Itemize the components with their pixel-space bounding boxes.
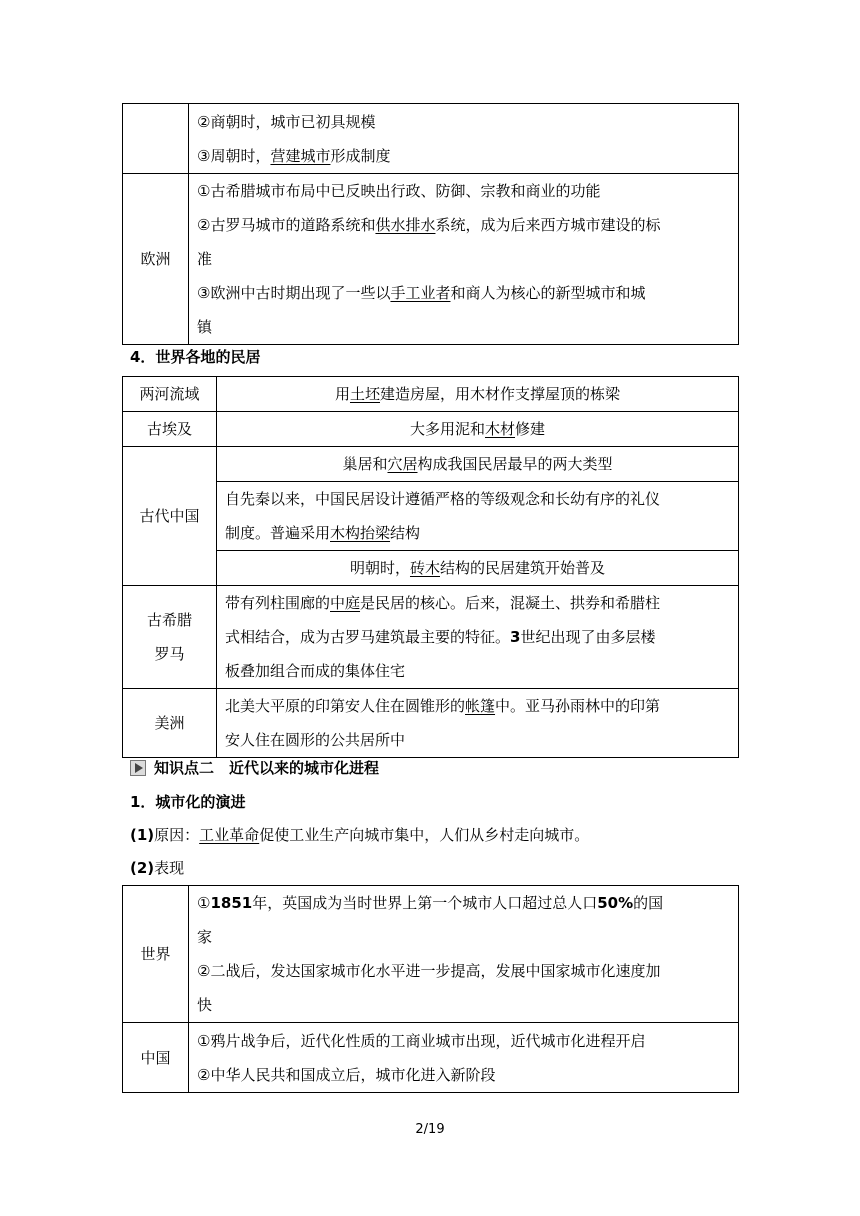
text-line: 快: [197, 996, 213, 1014]
text-line: 带有列柱围廊的中庭是民居的核心。后来，混凝土、拱券和希腊柱: [225, 594, 661, 612]
table-row: [123, 412, 739, 447]
text-line: 大多用泥和木材修建: [409, 420, 546, 438]
cell-text: [217, 586, 739, 689]
text-line: 原因：工业革命促使工业生产向城市集中，人们从乡村走向城市。: [154, 826, 590, 844]
row-label: 两河流域: [123, 377, 217, 412]
cell-text: [189, 174, 739, 345]
text-line: 北美大平原的印第安人住在圆锥形的帐篷中。亚马孙雨林中的印第: [225, 697, 661, 715]
underlined-term: 土坯: [349, 385, 380, 403]
text-line: ②古罗马城市的道路系统和供水排水系统，成为后来西方城市建设的标: [197, 216, 661, 234]
row-label: 古埃及: [123, 412, 217, 447]
table-row: [123, 1023, 739, 1093]
underlined-term: 砖木: [409, 559, 440, 577]
paragraph-number: (2): [130, 859, 155, 877]
cell-text: [217, 377, 739, 412]
paragraph-text: [154, 826, 589, 844]
row-label: 古代中国: [123, 447, 217, 586]
underlined-term: 供水排水: [375, 216, 436, 234]
text-line: 安人住在圆形的公共居所中: [225, 731, 406, 749]
text-line: ②商朝时，城市已初具规模: [197, 112, 376, 131]
row-label: 世界: [123, 886, 189, 1023]
paragraph-performance: [130, 851, 184, 885]
page-number: 2/19: [415, 1122, 445, 1137]
paragraph-text: 表现: [154, 859, 185, 877]
cell-text: [217, 689, 739, 758]
text-line: ①1851年，英国成为当时世界上第一个城市人口超过总人口50%的国: [197, 894, 664, 912]
underlined-term: 木构抬梁: [330, 524, 391, 542]
cell-text: [189, 1023, 739, 1093]
bold-number: 3: [510, 628, 521, 646]
text-line: 巢居和穴居构成我国民居最早的两大类型: [342, 455, 613, 473]
row-label: [123, 104, 189, 174]
table-row: [123, 886, 739, 1023]
cell-text: [217, 447, 739, 482]
row-label: [123, 586, 217, 689]
cell-text: [217, 482, 739, 551]
table-row: [123, 689, 739, 758]
text-line: 自先秦以来，中国民居设计遵循严格的等级观念和长幼有序的礼仪: [225, 490, 661, 508]
paragraph-number: (1): [130, 826, 155, 844]
underlined-term: 帐篷: [465, 697, 496, 715]
row-label: 欧洲: [123, 174, 189, 345]
ancient-cities-table: [122, 103, 739, 345]
row-label: 中国: [123, 1023, 189, 1093]
dwellings-table: [122, 376, 739, 758]
cell-text: [189, 886, 739, 1023]
text-line: ①鸦片战争后，近代化性质的工商业城市出现，近代城市化进程开启: [197, 1031, 646, 1050]
cell-text: [217, 551, 739, 586]
cell-text: [217, 412, 739, 447]
paragraph-cause: [130, 818, 589, 852]
bold-number: 1851: [210, 894, 253, 912]
underlined-term: 营建城市: [270, 146, 331, 165]
table-row: [123, 174, 739, 345]
text-line: ②二战后，发达国家城市化水平进一步提高，发展中国家城市化速度加: [197, 962, 661, 980]
underlined-term: 木材: [484, 420, 515, 438]
underlined-term: 工业革命: [199, 826, 260, 844]
knowledge-point-heading: [130, 751, 379, 785]
section-heading-urbanization: 1．城市化的演进: [130, 793, 246, 811]
text-line: 板叠加组合而成的集体住宅: [225, 662, 406, 680]
table-row: [123, 586, 739, 689]
underlined-term: 中庭: [330, 594, 361, 612]
table-row: [123, 104, 739, 174]
text-line: ①古希腊城市布局中已反映出行政、防御、宗教和商业的功能: [197, 182, 601, 200]
text-line: ③欧洲中古时期出现了一些以手工业者和商人为核心的新型城市和城: [197, 284, 646, 302]
play-triangle-icon: [130, 760, 146, 776]
underlined-term: 手工业者: [390, 284, 451, 302]
text-line: 镇: [197, 318, 213, 336]
text-line: 式相结合，成为古罗马建筑最主要的特征。3世纪出现了由多层楼: [225, 628, 656, 646]
urbanization-table: [122, 885, 739, 1093]
table-row: [123, 377, 739, 412]
text-line: 制度。普遍采用木构抬梁结构: [225, 524, 421, 542]
text-line: ③周朝时，营建城市形成制度: [197, 146, 391, 165]
text-line: ②中华人民共和国成立后，城市化进入新阶段: [197, 1065, 496, 1084]
text-line: 准: [197, 250, 213, 268]
text-line: 家: [197, 928, 213, 946]
row-label: 美洲: [123, 689, 217, 758]
row-label-line: 罗马: [154, 645, 185, 663]
underlined-term: 穴居: [387, 455, 418, 473]
section-heading-dwellings: 4．世界各地的民居: [130, 348, 261, 366]
bold-number: 50%: [597, 894, 634, 912]
knowledge-point-title: 知识点二 近代以来的城市化进程: [154, 759, 380, 777]
text-line: 用土坯建造房屋，用木材作支撑屋顶的栋梁: [334, 385, 621, 403]
cell-text: [189, 104, 739, 174]
table-row: [123, 447, 739, 482]
text-line: 明朝时，砖木结构的民居建筑开始普及: [349, 559, 606, 577]
row-label-line: 古希腊: [146, 611, 192, 629]
